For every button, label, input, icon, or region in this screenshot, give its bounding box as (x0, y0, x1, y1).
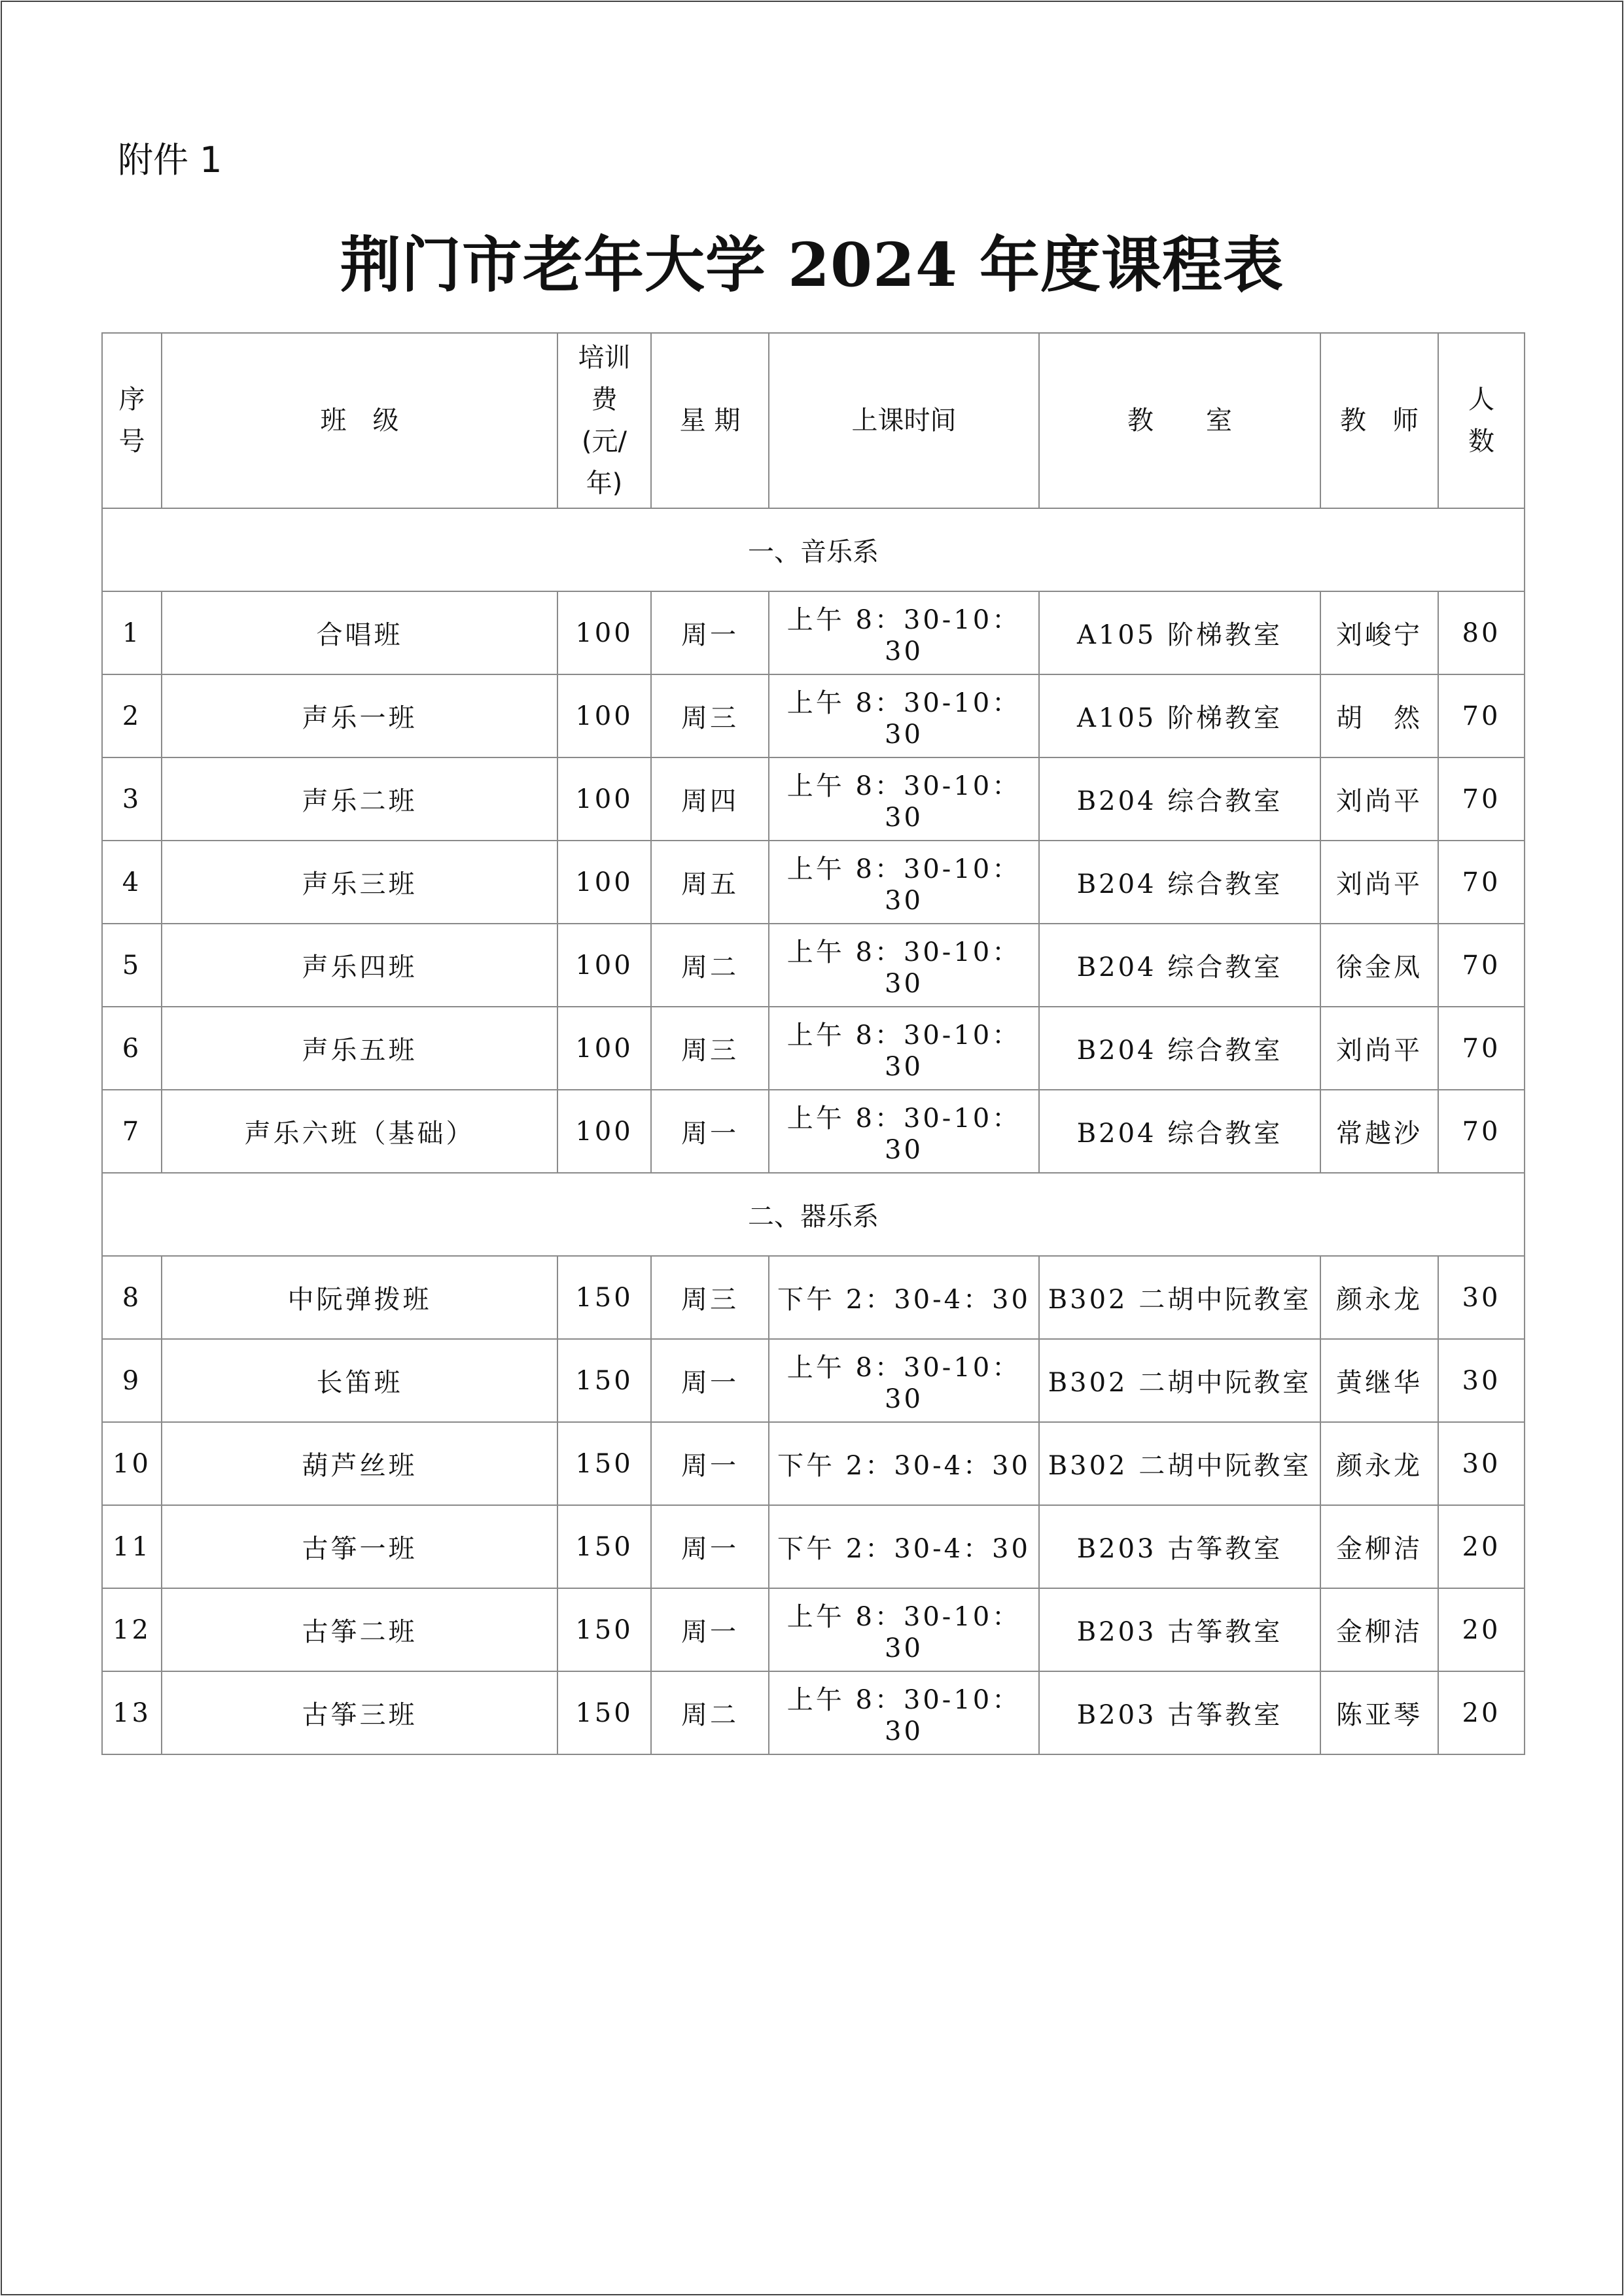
header-teacher: 教 师 (1320, 333, 1438, 508)
cell-fee: 100 (557, 1007, 651, 1090)
cell-teacher: 颜永龙 (1320, 1256, 1438, 1339)
cell-room: B302 二胡中阮教室 (1039, 1256, 1320, 1339)
cell-weekday: 周五 (651, 841, 769, 924)
cell-room: B302 二胡中阮教室 (1039, 1339, 1320, 1422)
cell-time: 上午 8：30-10：30 (769, 674, 1039, 757)
cell-count: 30 (1438, 1422, 1525, 1505)
cell-weekday: 周一 (651, 1505, 769, 1588)
table-row (102, 674, 1525, 757)
header-fee-line: 年) (586, 468, 623, 498)
cell-class: 声乐二班 (162, 757, 557, 841)
cell-weekday: 周一 (651, 1422, 769, 1505)
cell-count: 80 (1438, 591, 1525, 674)
cell-class: 声乐三班 (162, 841, 557, 924)
cell-weekday: 周二 (651, 924, 769, 1007)
header-fee (557, 333, 651, 508)
cell-count: 70 (1438, 841, 1525, 924)
table-row (102, 924, 1525, 1007)
table-row (102, 757, 1525, 841)
cell-class: 声乐四班 (162, 924, 557, 1007)
cell-teacher: 刘尚平 (1320, 841, 1438, 924)
header-fee-line: 费 (591, 385, 618, 415)
cell-weekday: 周二 (651, 1671, 769, 1754)
cell-class: 古筝三班 (162, 1671, 557, 1754)
cell-fee: 150 (557, 1339, 651, 1422)
cell-seq: 1 (102, 591, 162, 674)
cell-weekday: 周一 (651, 1339, 769, 1422)
cell-count: 70 (1438, 674, 1525, 757)
cell-class: 声乐五班 (162, 1007, 557, 1090)
table-row (102, 1505, 1525, 1588)
cell-fee: 100 (557, 924, 651, 1007)
cell-time: 下午 2：30-4：30 (769, 1422, 1039, 1505)
cell-class: 合唱班 (162, 591, 557, 674)
cell-count: 20 (1438, 1671, 1525, 1754)
cell-seq: 13 (102, 1671, 162, 1754)
section-row (102, 1173, 1525, 1256)
cell-room: B203 古筝教室 (1039, 1671, 1320, 1754)
cell-class: 声乐六班（基础） (162, 1090, 557, 1173)
cell-teacher: 金柳洁 (1320, 1588, 1438, 1671)
cell-seq: 12 (102, 1588, 162, 1671)
cell-time: 上午 8：30-10：30 (769, 1090, 1039, 1173)
table-row (102, 1339, 1525, 1422)
page-title: 荆门市老年大学 2024 年度课程表 (340, 230, 1284, 300)
cell-seq: 9 (102, 1339, 162, 1422)
header-seq (102, 333, 162, 508)
cell-fee: 150 (557, 1422, 651, 1505)
cell-class: 古筝二班 (162, 1588, 557, 1671)
cell-time: 下午 2：30-4：30 (769, 1256, 1039, 1339)
cell-seq: 11 (102, 1505, 162, 1588)
section-row (102, 508, 1525, 591)
cell-seq: 4 (102, 841, 162, 924)
cell-room: B204 综合教室 (1039, 757, 1320, 841)
cell-fee: 150 (557, 1256, 651, 1339)
cell-seq: 7 (102, 1090, 162, 1173)
cell-teacher: 刘峻宁 (1320, 591, 1438, 674)
table-row (102, 1256, 1525, 1339)
cell-room: B203 古筝教室 (1039, 1505, 1320, 1588)
header-count-line: 数 (1468, 426, 1494, 457)
header-room: 教 室 (1039, 333, 1320, 508)
cell-weekday: 周三 (651, 674, 769, 757)
cell-time: 下午 2：30-4：30 (769, 1505, 1039, 1588)
cell-count: 70 (1438, 1090, 1525, 1173)
cell-fee: 100 (557, 1090, 651, 1173)
cell-class: 葫芦丝班 (162, 1422, 557, 1505)
cell-weekday: 周四 (651, 757, 769, 841)
cell-teacher: 胡 然 (1320, 674, 1438, 757)
cell-fee: 100 (557, 674, 651, 757)
cell-room: A105 阶梯教室 (1039, 674, 1320, 757)
cell-seq: 5 (102, 924, 162, 1007)
table-body (102, 508, 1525, 1754)
header-weekday: 星 期 (651, 333, 769, 508)
cell-time: 上午 8：30-10：30 (769, 1588, 1039, 1671)
cell-fee: 100 (557, 757, 651, 841)
header-fee-line: 培训 (578, 343, 631, 373)
cell-count: 70 (1438, 757, 1525, 841)
cell-fee: 100 (557, 841, 651, 924)
table-row (102, 591, 1525, 674)
section-title: 二、器乐系 (102, 1173, 1525, 1256)
table-row (102, 1422, 1525, 1505)
cell-teacher: 常越沙 (1320, 1090, 1438, 1173)
attachment-label: 附件 1 (118, 139, 222, 181)
cell-class: 古筝一班 (162, 1505, 557, 1588)
cell-weekday: 周一 (651, 1090, 769, 1173)
cell-seq: 2 (102, 674, 162, 757)
header-time: 上课时间 (769, 333, 1039, 508)
cell-teacher: 颜永龙 (1320, 1422, 1438, 1505)
cell-weekday: 周一 (651, 591, 769, 674)
cell-time: 上午 8：30-10：30 (769, 924, 1039, 1007)
table-row (102, 1588, 1525, 1671)
cell-seq: 8 (102, 1256, 162, 1339)
cell-room: A105 阶梯教室 (1039, 591, 1320, 674)
cell-count: 70 (1438, 1007, 1525, 1090)
cell-class: 长笛班 (162, 1339, 557, 1422)
cell-seq: 6 (102, 1007, 162, 1090)
cell-time: 上午 8：30-10：30 (769, 1339, 1039, 1422)
section-title: 一、音乐系 (102, 508, 1525, 591)
cell-weekday: 周三 (651, 1256, 769, 1339)
cell-teacher: 刘尚平 (1320, 1007, 1438, 1090)
table-header-row (102, 333, 1525, 508)
header-class: 班 级 (162, 333, 557, 508)
cell-count: 30 (1438, 1339, 1525, 1422)
header-seq-line: 序 (118, 385, 145, 415)
cell-weekday: 周三 (651, 1007, 769, 1090)
cell-teacher: 金柳洁 (1320, 1505, 1438, 1588)
cell-count: 70 (1438, 924, 1525, 1007)
table-row (102, 1090, 1525, 1173)
cell-fee: 150 (557, 1588, 651, 1671)
cell-fee: 100 (557, 591, 651, 674)
cell-room: B302 二胡中阮教室 (1039, 1422, 1320, 1505)
table-row (102, 841, 1525, 924)
cell-room: B204 综合教室 (1039, 1007, 1320, 1090)
cell-fee: 150 (557, 1505, 651, 1588)
cell-teacher: 黄继华 (1320, 1339, 1438, 1422)
table-row (102, 1007, 1525, 1090)
cell-fee: 150 (557, 1671, 651, 1754)
cell-class: 中阮弹拨班 (162, 1256, 557, 1339)
cell-room: B204 综合教室 (1039, 1090, 1320, 1173)
cell-seq: 3 (102, 757, 162, 841)
cell-teacher: 刘尚平 (1320, 757, 1438, 841)
table-row (102, 1671, 1525, 1754)
cell-teacher: 徐金凤 (1320, 924, 1438, 1007)
cell-time: 上午 8：30-10：30 (769, 591, 1039, 674)
cell-weekday: 周一 (651, 1588, 769, 1671)
cell-seq: 10 (102, 1422, 162, 1505)
course-schedule-table (101, 332, 1525, 1755)
cell-room: B204 综合教室 (1039, 924, 1320, 1007)
header-count (1438, 333, 1525, 508)
cell-room: B203 古筝教室 (1039, 1588, 1320, 1671)
cell-time: 上午 8：30-10：30 (769, 757, 1039, 841)
cell-room: B204 综合教室 (1039, 841, 1320, 924)
header-count-line: 人 (1468, 385, 1494, 415)
cell-class: 声乐一班 (162, 674, 557, 757)
cell-count: 20 (1438, 1588, 1525, 1671)
cell-time: 上午 8：30-10：30 (769, 841, 1039, 924)
cell-count: 30 (1438, 1256, 1525, 1339)
cell-time: 上午 8：30-10：30 (769, 1007, 1039, 1090)
cell-count: 20 (1438, 1505, 1525, 1588)
cell-teacher: 陈亚琴 (1320, 1671, 1438, 1754)
header-seq-line: 号 (118, 426, 145, 457)
cell-time: 上午 8：30-10：30 (769, 1671, 1039, 1754)
header-fee-line: (元/ (581, 426, 627, 457)
